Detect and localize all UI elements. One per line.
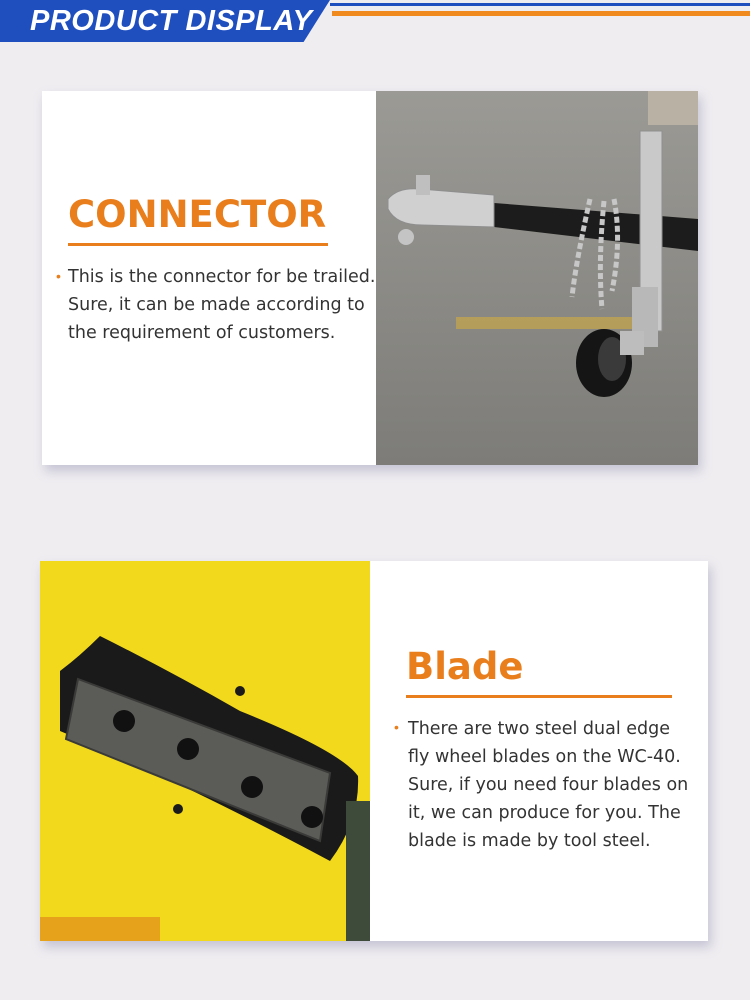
blade-heading: Blade: [406, 645, 524, 688]
connector-heading: CONNECTOR: [68, 193, 327, 236]
blade-card: [40, 561, 708, 941]
page-title: PRODUCT DISPLAY: [30, 5, 313, 37]
header-orange-line: [332, 11, 750, 16]
connector-heading-rule: [68, 243, 328, 246]
connector-line: Sure, it can be made according to: [68, 295, 365, 315]
blade-line: it, we can produce for you. The: [408, 803, 681, 823]
page-header: [0, 0, 750, 44]
blade-line: There are two steel dual edge: [408, 719, 671, 739]
bullet-icon: •: [56, 268, 61, 284]
blade-photo-illustration: [40, 561, 370, 941]
blade-line: fly wheel blades on the WC-40.: [408, 747, 681, 767]
connector-description: [68, 263, 376, 347]
blade-photo: [40, 561, 370, 941]
connector-card: [42, 91, 698, 465]
connector-photo-illustration: [376, 91, 698, 465]
blade-line: blade is made by tool steel.: [408, 831, 651, 851]
blade-line: Sure, if you need four blades on: [408, 775, 689, 795]
bullet-icon: •: [394, 719, 399, 735]
connector-line: This is the connector for be trailed.: [68, 267, 376, 287]
blade-description: [396, 715, 689, 855]
header-blue-line: [330, 3, 750, 6]
connector-photo: [376, 91, 698, 465]
blade-heading-rule: [406, 695, 672, 698]
connector-line: the requirement of customers.: [68, 323, 336, 343]
